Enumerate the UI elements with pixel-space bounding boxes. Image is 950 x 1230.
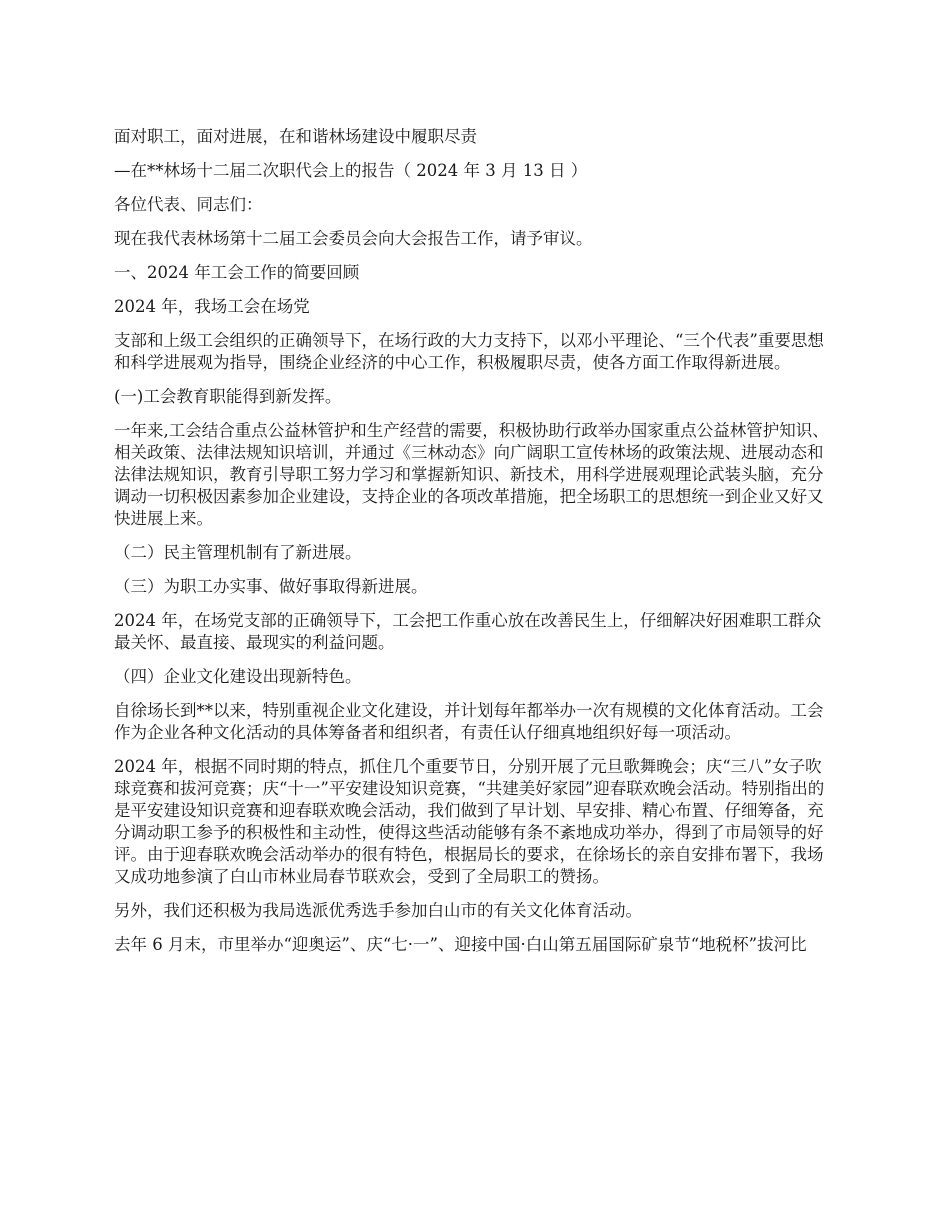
paragraph: 自徐场长到**以来，特别重视企业文化建设，并计划每年都举办一次有规模的文化体育活动。工会作为企业各种文化活动的具体筹备者和组织者，有责任认仔细真地组织好每一项活动。 xyxy=(114,701,824,742)
document-title: 面对职工，面对进展，在和谐林场建设中履职尽责 xyxy=(114,127,477,146)
paragraph: 另外，我们还积极为我局选派优秀选手参加白山市的有关文化体育活动。 xyxy=(114,901,642,920)
document-subtitle: —在**林场十二届二次职代会上的报告（ 2024 年 3 月 13 日 ） xyxy=(114,161,588,180)
paragraph: 支部和上级工会组织的正确领导下，在场行政的大力支持下，以邓小平理论、“三个代表”重要思想和科学进展观为指导，围绕企业经济的中心工作，积极履职尽责，使各方面工作取得新进展。 xyxy=(114,331,824,372)
paragraph: 2024 年，我场工会在场党 xyxy=(114,297,310,316)
paragraph: 去年 6 月末，市里举办“迎奥运”、庆“七·一”、迎接中国·白山第五届国际矿泉节“地税杯”拔河比 xyxy=(114,935,807,954)
section-heading: 一、2024 年工会工作的简要回顾 xyxy=(114,263,360,282)
document-body xyxy=(114,126,836,968)
subsection-heading: (一)工会教育职能得到新发挥。 xyxy=(114,387,342,406)
paragraph: 2024 年，根据不同时期的特点，抓住几个重要节日，分别开展了元旦歌舞晚会；庆“三八”女子吹球竞赛和拔河竞赛；庆“十一”平安建设知识竞赛，“共建美好家园”迎春联欢晚会活动。特别指出的是平安建设知识竞赛和迎春联欢晚会活动，我们做到了早计划、早安排、精心布置、仔细筹备，充分调动职工参予的积极性和主动性，使得这些活动能够有条不紊地成功举办，得到了市局领导的好评。由于迎春联欢晚会活动举办的很有特色，根据局长的要求，在徐场长的亲自安排布署下，我场又成功地参演了白山市林业局春节联欢会，受到了全局职工的赞扬。 xyxy=(114,757,825,886)
paragraph: 一年来,工会结合重点公益林管护和生产经营的需要，积极协助行政举办国家重点公益林管护知识、相关政策、法律法规知识培训，并通过《三林动态》向广阔职工宣传林场的政策法规、进展动态和法律法规知识，教育引导职工努力学习和掌握新知识、新技术，用科学进展观理论武装头脑，充分调动一切积极因素参加企业建设，支持企业的各项改革措施，把全场职工的思想统一到企业又好又快进展上来。 xyxy=(114,421,829,528)
subsection-heading: （四）企业文化建设出现新特色。 xyxy=(114,667,362,686)
salutation: 各位代表、同志们： xyxy=(114,195,263,214)
paragraph: 2024 年，在场党支部的正确领导下，工会把工作重心放在改善民生上，仔细解决好困难职工群众最关怀、最直接、最现实的利益问题。 xyxy=(114,611,822,652)
paragraph: 现在我代表林场第十二届工会委员会向大会报告工作，请予审议。 xyxy=(114,229,593,248)
subsection-heading: （三）为职工办实事、做好事取得新进展。 xyxy=(114,577,428,596)
subsection-heading: （二）民主管理机制有了新进展。 xyxy=(114,543,362,562)
